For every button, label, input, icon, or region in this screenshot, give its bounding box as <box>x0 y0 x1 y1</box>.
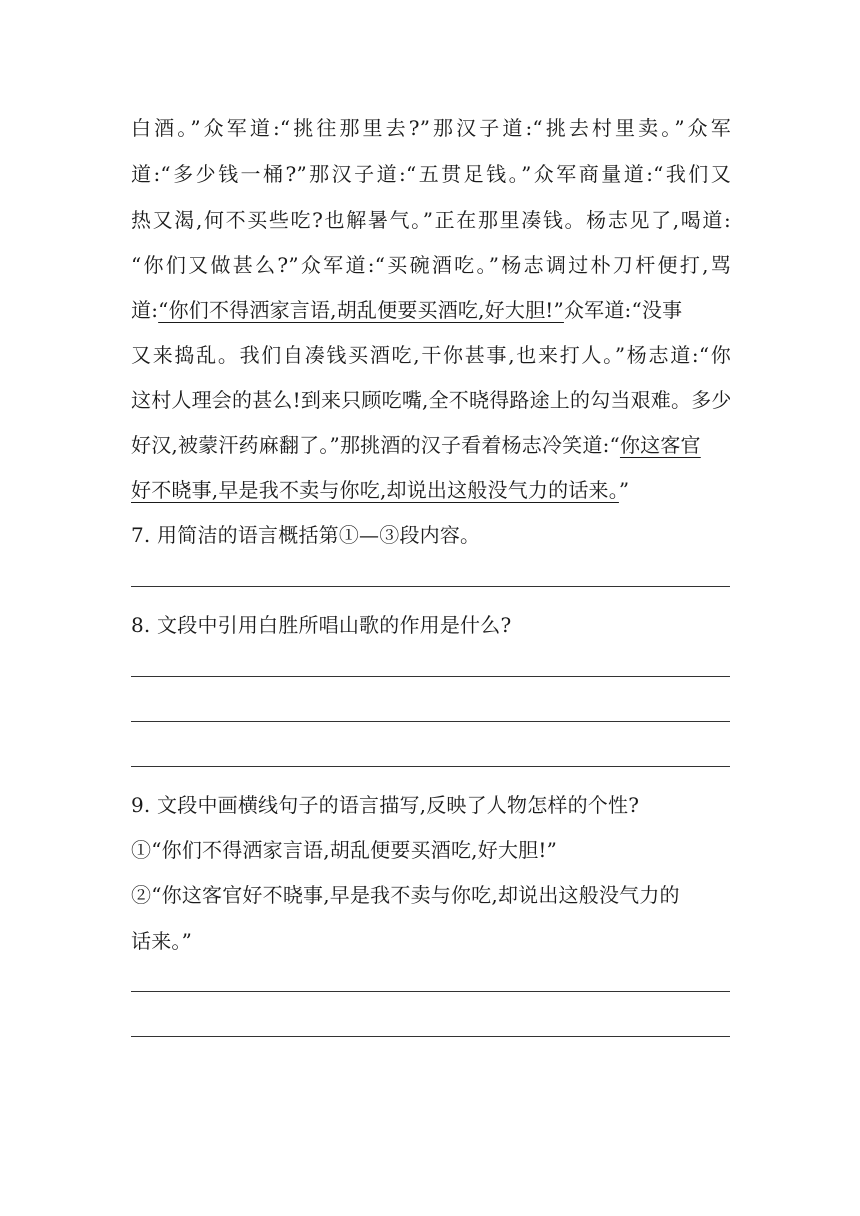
answer-line-q8-1 <box>131 676 730 677</box>
passage-line-5-end: 众军道:“没事 <box>563 298 683 322</box>
passage-line-1: 白酒。”众军道:“挑往那里去?”那汉子道:“挑去村里卖。”众军 <box>131 116 731 140</box>
answer-line-q9-1 <box>131 991 730 992</box>
answer-line-q8-3 <box>131 766 730 767</box>
question-7: 7. 用简洁的语言概括第①—③段内容。 <box>131 523 481 547</box>
passage-line-6: 又来捣乱。我们自凑钱买酒吃,干你甚事,也来打人。”杨志道:“你 <box>131 343 731 367</box>
passage-line-9-end: ” <box>618 478 630 502</box>
answer-line-q8-2 <box>131 721 730 722</box>
passage-line-8-start: 好汉,被蒙汗药麻翻了。”那挑酒的汉子看着杨志冷笑道:“ <box>131 433 620 457</box>
passage-line-7: 这村人理会的甚么!到来只顾吃嘴,全不晓得路途上的勾当艰难。多少 <box>131 388 732 412</box>
passage-line-3: 热又渴,何不买些吃?也解暑气。”正在那里凑钱。杨志见了,喝道: <box>131 208 731 232</box>
underlined-sentence-2-start: 你这客官 <box>619 433 701 457</box>
question-9: 9. 文段中画横线句子的语言描写,反映了人物怎样的个性? <box>131 793 640 817</box>
question-9-sentence-1: ①“你们不得洒家言语,胡乱便要买酒吃,好大胆!” <box>131 838 558 862</box>
passage-line-4: “你们又做甚么?”众军道:“买碗酒吃。”杨志调过朴刀杆便打,骂 <box>131 253 731 277</box>
passage-line-9 <box>131 476 731 504</box>
question-9-sentence-2: ②“你这客官好不晓事,早是我不卖与你吃,却说出这般没气力的 <box>131 883 680 907</box>
answer-line-q9-2 <box>131 1036 730 1037</box>
question-8: 8. 文段中引用白胜所唱山歌的作用是什么? <box>131 613 512 637</box>
passage-line-8 <box>131 431 731 459</box>
underlined-sentence-1: “你们不得洒家言语,胡乱便要买酒吃,好大胆!” <box>158 298 564 322</box>
question-9-sentence-2-cont: 话来。” <box>131 929 193 953</box>
answer-line-q7-1 <box>131 586 730 587</box>
passage-line-5-start: 道: <box>131 298 159 322</box>
underlined-sentence-2-end: 好不晓事,早是我不卖与你吃,却说出这般没气力的话来。 <box>131 478 619 502</box>
passage-line-2: 道:“多少钱一桶?”那汉子道:“五贯足钱。”众军商量道:“我们又 <box>131 162 731 186</box>
passage-line-5 <box>131 296 731 324</box>
